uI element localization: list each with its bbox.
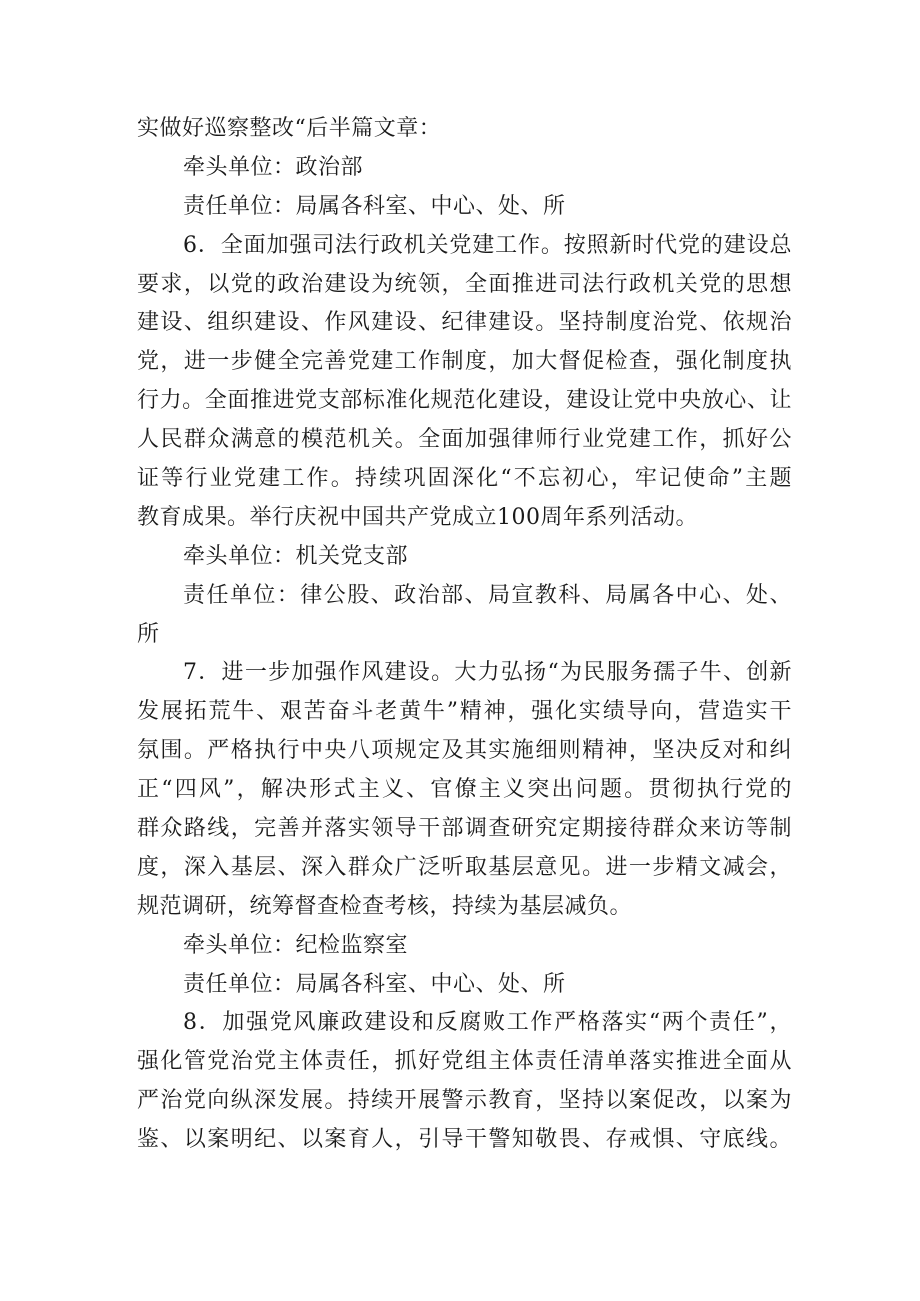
item-6-line: 证等行业党建工作。持续巩固深化“不忘初心，牢记使命”主题	[137, 466, 792, 492]
intro-line: 实做好巡察整改“后半篇文章：	[137, 116, 442, 141]
resp-unit-5: 责任单位：局属各科室、中心、处、所	[183, 193, 566, 219]
item-8-line: 鉴、以案明纪、以案育人，引导干警知敬畏、存戒惧、守底线。	[137, 1127, 792, 1153]
resp-unit-7: 责任单位：局属各科室、中心、处、所	[183, 971, 566, 997]
lead-unit-7: 牵头单位：纪检监察室	[183, 932, 409, 958]
item-6-line: 党，进一步健全完善党建工作制度，加大督促检查，强化制度执	[137, 349, 792, 375]
lead-unit-6: 牵头单位：机关党支部	[183, 543, 409, 569]
resp-unit-6-cont: 所	[137, 621, 160, 647]
item-7-line: 发展拓荒牛、艰苦奋斗老黄牛”精神，强化实绩导向，营造实干	[137, 699, 792, 725]
item-8-line: 强化管党治党主体责任，抓好党组主体责任清单落实推进全面从	[137, 1049, 792, 1075]
item-8-paragraph	[137, 1004, 792, 1160]
item-7-line: 氛围。严格执行中央八项规定及其实施细则精神，坚决反对和纠	[137, 738, 792, 764]
item-8-line: 严治党向纵深发展。持续开展警示教育，坚持以案促改，以案为	[137, 1088, 792, 1114]
item-6-line: 行力。全面推进党支部标准化规范化建设，建设让党中央放心、让	[137, 388, 792, 414]
item-6-line: 要求，以党的政治建设为统领，全面推进司法行政机关党的思想	[137, 271, 792, 297]
item-7-line: 正“四风”，解决形式主义、官僚主义突出问题。贯彻执行党的	[137, 777, 792, 803]
resp-unit-6: 责任单位：律公股、政治部、局宣教科、局属各中心、处、	[183, 582, 792, 608]
item-8-line: 8．加强党风廉政建设和反腐败工作严格落实“两个责任”，	[183, 1010, 792, 1036]
item-6-line: 建设、组织建设、作风建设、纪律建设。坚持制度治党、依规治	[137, 310, 792, 336]
item-6-line: 6．全面加强司法行政机关党建工作。按照新时代党的建设总	[183, 232, 792, 258]
item-7-line: 度，深入基层、深入群众广泛听取基层意见。进一步精文减会，	[137, 854, 792, 880]
lead-unit-5: 牵头单位：政治部	[183, 154, 364, 180]
item-6-line: 人民群众满意的模范机关。全面加强律师行业党建工作，抓好公	[137, 427, 792, 453]
item-6-line: 教育成果。举行庆祝中国共产党成立100周年系列活动。	[137, 504, 698, 530]
item-6-paragraph	[137, 227, 792, 538]
item-7-paragraph	[137, 654, 792, 926]
document-body	[137, 110, 792, 1160]
item-7-line: 7．进一步加强作风建设。大力弘扬“为民服务孺子牛、创新	[183, 660, 792, 686]
item-7-line: 规范调研，统筹督查检查考核，持续为基层减负。	[137, 893, 633, 919]
item-7-line: 群众路线，完善并落实领导干部调查研究定期接待群众来访等制	[137, 816, 792, 842]
